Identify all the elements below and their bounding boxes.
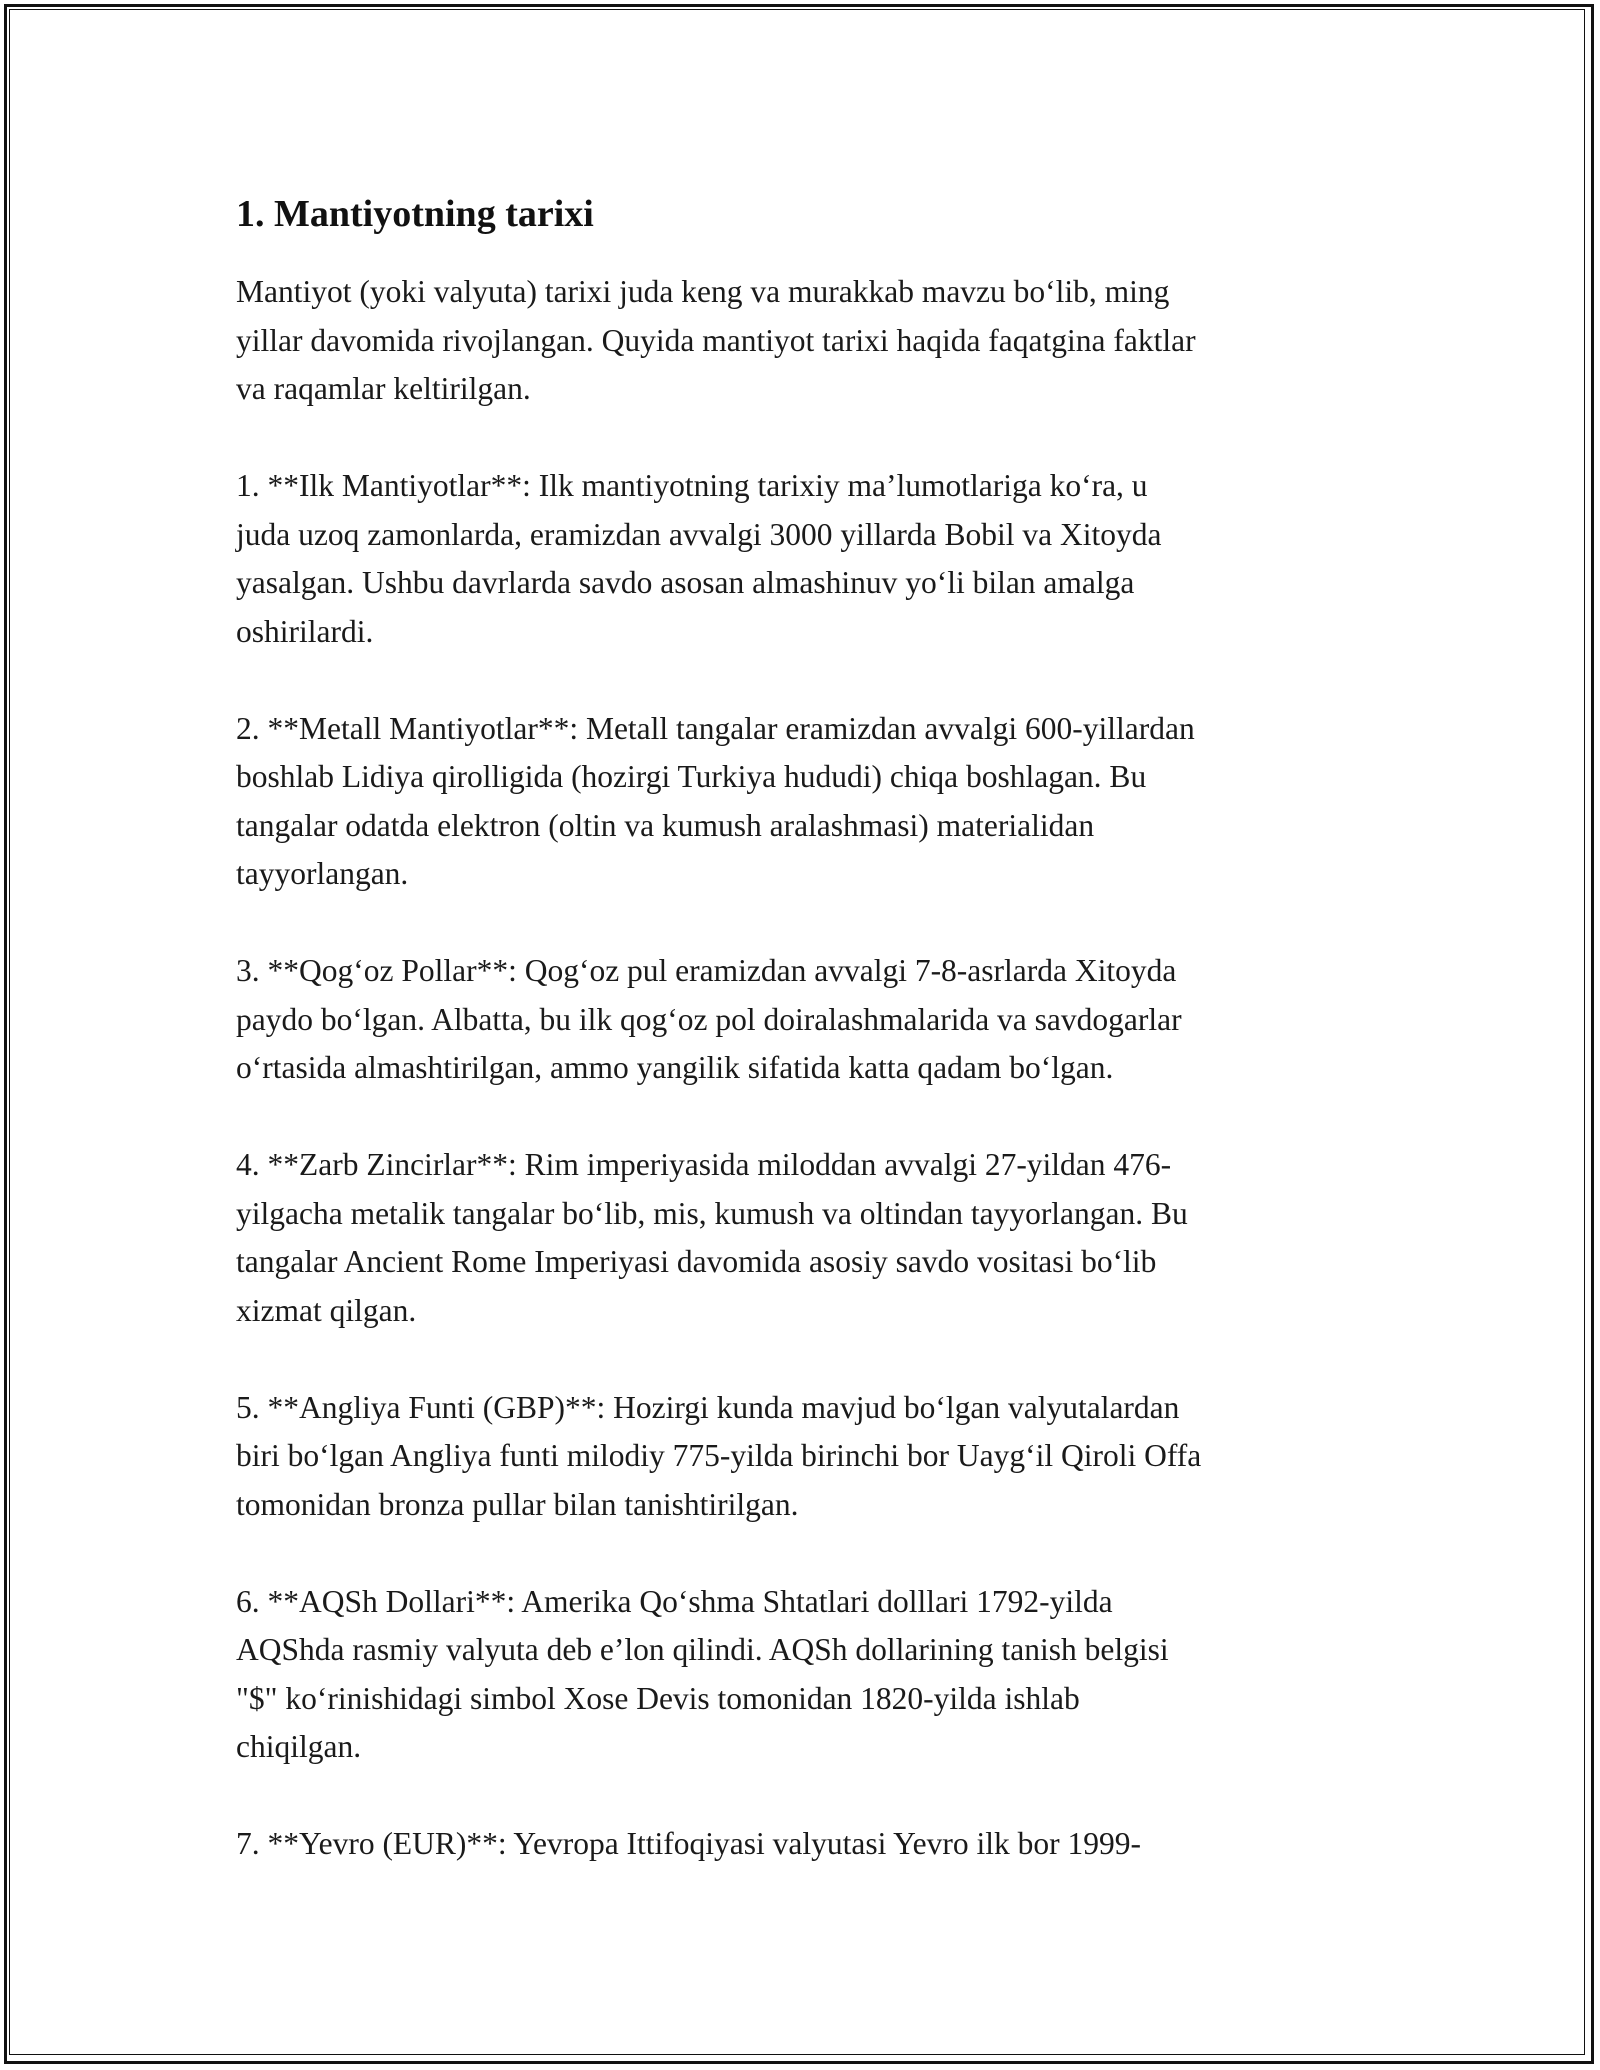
list-item-metall-mantiyotlar	[236, 705, 1376, 899]
section-heading: 1. Mantiyotning tarixi	[236, 193, 594, 235]
list-item-aqsh-dollari	[236, 1578, 1376, 1772]
text-line: 1. **Ilk Mantiyotlar**: Ilk mantiyotning tarixiy ma’lumotlariga ko‘ra, u	[236, 468, 1148, 503]
text-line: "$" ko‘rinishidagi simbol Xose Devis tomonidan 1820-yilda ishlab	[236, 1680, 1080, 1716]
list-item-qogoz-pollar	[236, 947, 1376, 1093]
text-line: paydo bo‘lgan. Albatta, bu ilk qog‘oz pol doiralashmalarida va savdogarlar	[236, 1001, 1182, 1037]
text-line: o‘rtasida almashtirilgan, ammo yangilik sifatida katta qadam bo‘lgan.	[236, 1050, 1114, 1085]
list-item-ilk-mantiyotlar	[236, 462, 1376, 656]
text-line: yilgacha metalik tangalar bo‘lib, mis, kumush va oltindan tayyorlangan. Bu	[236, 1195, 1188, 1231]
text-line: oshirilardi.	[236, 613, 374, 649]
text-line: boshlab Lidiya qirolligida (hozirgi Turkiya hududi) chiqa boshlagan. Bu	[236, 759, 1147, 794]
list-item-angliya-funti	[236, 1384, 1376, 1530]
text-line: yillar davomida rivojlangan. Quyida mantiyot tarixi haqida faqatgina faktlar	[236, 322, 1196, 358]
intro-paragraph	[236, 268, 1376, 414]
text-line: AQShda rasmiy valyuta deb e’lon qilindi. AQSh dollarining tanish belgisi	[236, 1632, 1169, 1667]
document-body	[236, 190, 1376, 1869]
text-line: yasalgan. Ushbu davrlarda savdo asosan almashinuv yo‘li bilan amalga	[236, 565, 1135, 600]
text-line: tayyorlangan.	[236, 856, 409, 891]
text-line: biri bo‘lgan Angliya funti milodiy 775-yilda birinchi bor Uayg‘il Qiroli Offa	[236, 1438, 1202, 1473]
text-line: tangalar odatda elektron (oltin va kumush aralashmasi) materialidan	[236, 807, 1095, 843]
text-line: chiqilgan.	[236, 1729, 362, 1764]
text-line: 2. **Metall Mantiyotlar**: Metall tangalar eramizdan avvalgi 600-yillardan	[236, 710, 1195, 746]
text-line: tomonidan bronza pullar bilan tanishtirilgan.	[236, 1486, 799, 1522]
text-line: 3. **Qog‘oz Pollar**: Qog‘oz pul eramizdan avvalgi 7-8-asrlarda Xitoyda	[236, 953, 1177, 988]
text-line: 5. **Angliya Funti (GBP)**: Hozirgi kunda mavjud bo‘lgan valyutalardan	[236, 1389, 1180, 1425]
text-line: va raqamlar keltirilgan.	[236, 371, 531, 406]
list-item-zarb-zincirlar	[236, 1141, 1376, 1335]
text-line: Mantiyot (yoki valyuta) tarixi juda keng va murakkab mavzu bo‘lib, ming	[236, 274, 1170, 309]
text-line: xizmat qilgan.	[236, 1292, 417, 1328]
text-line: juda uzoq zamonlarda, eramizdan avvalgi 3000 yillarda Bobil va Xitoyda	[236, 516, 1162, 552]
text-line: 4. **Zarb Zincirlar**: Rim imperiyasida miloddan avvalgi 27-yildan 476-	[236, 1147, 1172, 1182]
text-line: 6. **AQSh Dollari**: Amerika Qo‘shma Shtatlari dolllari 1792-yilda	[236, 1583, 1113, 1619]
list-item-yevro	[236, 1820, 1376, 1869]
text-line: tangalar Ancient Rome Imperiyasi davomida asosiy savdo vositasi bo‘lib	[236, 1244, 1157, 1279]
text-line: 7. **Yevro (EUR)**: Yevropa Ittifoqiyasi valyutasi Yevro ilk bor 1999-	[236, 1826, 1142, 1861]
